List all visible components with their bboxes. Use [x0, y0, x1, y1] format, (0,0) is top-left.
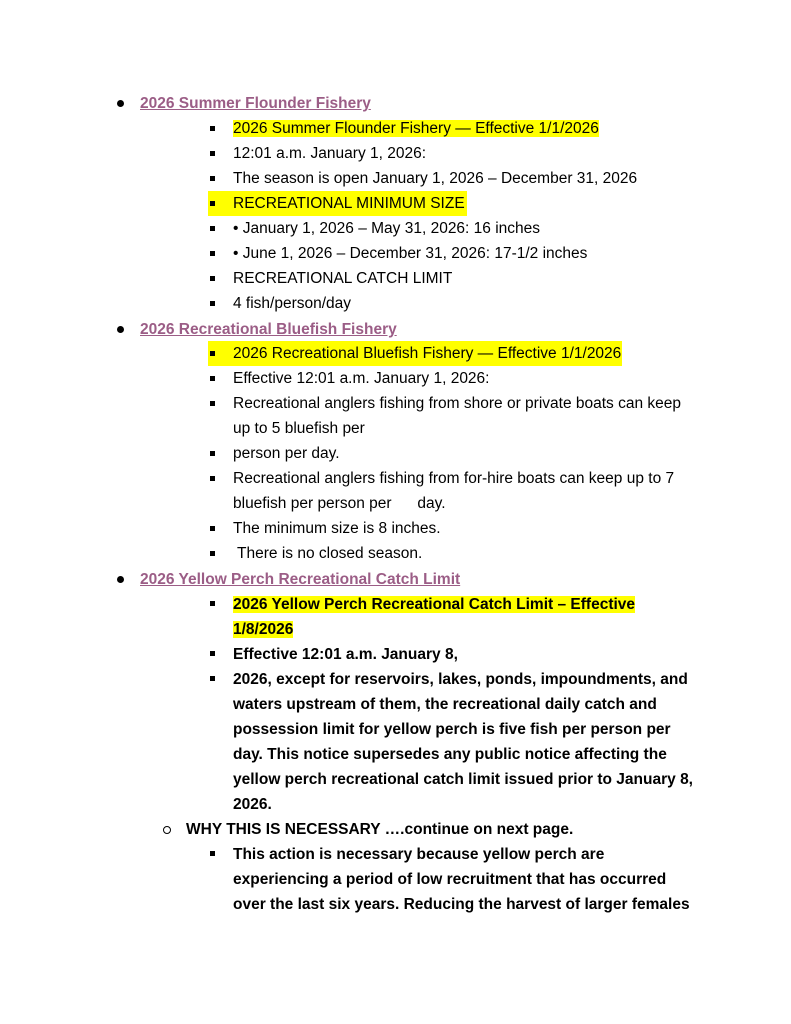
section-link-summer-flounder[interactable]: 2026 Summer Flounder Fishery: [140, 95, 371, 112]
bullet-square: [210, 401, 215, 406]
bullet-square: [210, 851, 215, 856]
list-item: 4 fish/person/day: [233, 295, 352, 312]
bullet-square: [210, 276, 215, 281]
list-item: 2026, except for reservoirs, lakes, ponds, impoundments, and waters upstream of them, the recreational daily catch and possession limit for yellow perch is five fish per person per day. This notice supersedes any public notice affecting the yellow perch recreational catch limit issued prior to January 8, 2026.: [233, 671, 693, 813]
bullet-disc: [117, 326, 124, 333]
list-item: 12:01 a.m. January 1, 2026:: [233, 145, 427, 162]
bullet-square: [210, 376, 215, 381]
highlighted-text: — Effective 1/1/2026: [450, 120, 599, 137]
list-item: 2026 Recreational Bluefish Fishery — Effective 1/1/2026: [233, 345, 622, 362]
subheading: WHY THIS IS NECESSARY ….continue on next page.: [186, 821, 574, 838]
bullet-square: [210, 351, 215, 356]
list-item: Effective 12:01 a.m. January 1, 2026:: [233, 370, 490, 387]
bullet-circle: [163, 826, 171, 834]
bullet-square: [210, 651, 215, 656]
section-link-bluefish[interactable]: 2026 Recreational Bluefish Fishery: [140, 321, 397, 338]
list-item: There is no closed season.: [233, 545, 423, 562]
bullet-square: [210, 601, 215, 606]
list-item: Recreational anglers fishing from for-hire boats can keep up to 7 bluefish per person per day.: [233, 470, 679, 512]
bullet-square: [210, 551, 215, 556]
bullet-square: [210, 476, 215, 481]
bullet-disc: [117, 576, 124, 583]
bullet-square: [210, 226, 215, 231]
list-item: • June 1, 2026 – December 31, 2026: 17-1/2 inches: [233, 245, 588, 262]
bullet-square: [210, 126, 215, 131]
list-item: The season is open January 1, 2026 – December 31, 2026: [233, 170, 638, 187]
bullet-square: [210, 526, 215, 531]
list-item: [233, 592, 653, 642]
list-item: RECREATIONAL CATCH LIMIT: [233, 270, 453, 287]
bullet-square: [210, 676, 215, 681]
list-item: Effective 12:01 a.m. January 8,: [233, 646, 458, 663]
highlighted-text: 2026 Yellow Perch Recreational Catch Limit – Effective 1/8/2026: [233, 596, 636, 638]
list-item: RECREATIONAL MINIMUM SIZE: [233, 195, 465, 212]
highlighted-text: 2026 Summer Flounder Fishery: [233, 120, 451, 137]
bullet-square: [210, 251, 215, 256]
bullet-square: [210, 451, 215, 456]
list-item: Recreational anglers fishing from shore or private boats can keep up to 5 bluefish per: [233, 395, 682, 437]
list-item: • January 1, 2026 – May 31, 2026: 16 inches: [233, 220, 541, 237]
list-item: This action is necessary because yellow perch are experiencing a period of low recruitment that has occurred over the last six years. Reducing the harvest of larger females: [233, 846, 690, 913]
bullet-square: [210, 151, 215, 156]
section-link-yellow-perch[interactable]: 2026 Yellow Perch Recreational Catch Limit: [140, 571, 461, 588]
bullet-square: [210, 201, 215, 206]
list-item: [233, 116, 599, 141]
bullet-disc: [117, 100, 124, 107]
list-item: The minimum size is 8 inches.: [233, 520, 441, 537]
bullet-square: [210, 176, 215, 181]
list-item: person per day.: [233, 445, 340, 462]
bullet-square: [210, 301, 215, 306]
